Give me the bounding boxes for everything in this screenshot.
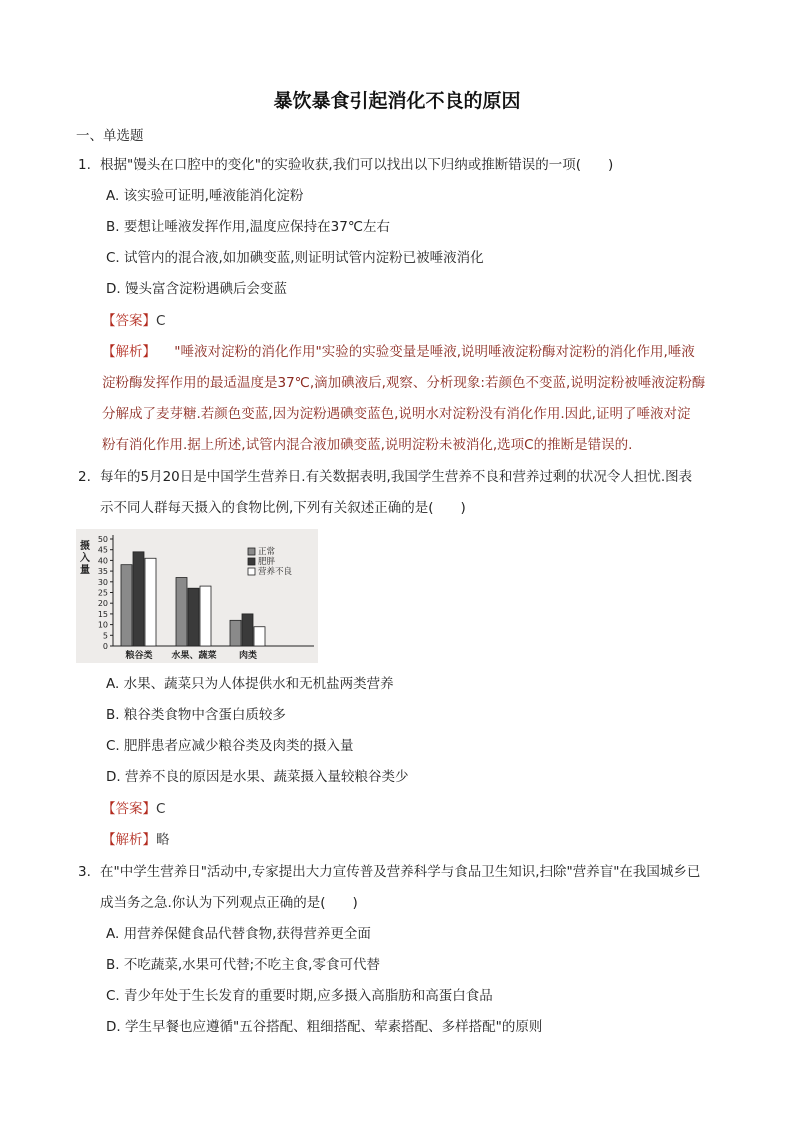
- question-2-option-b: B. 粮谷类食物中含蛋白质较多: [106, 707, 286, 723]
- y-tick-label: 25: [97, 588, 108, 598]
- answer-tag: 【答案】: [102, 801, 156, 817]
- question-2-analysis: [102, 830, 170, 850]
- bar-3-1: [230, 620, 241, 646]
- question-1-analysis-line-4: 粉有消化作用.据上所述,试管内混合液加碘变蓝,说明淀粉未被消化,选项C的推断是错误的.: [102, 437, 633, 453]
- y-tick-label: 40: [97, 556, 108, 566]
- question-1-option-a: A. 该实验可证明,唾液能消化淀粉: [106, 188, 304, 204]
- y-axis-label-char: 摄: [80, 541, 90, 552]
- analysis-text: 略: [156, 832, 170, 848]
- y-tick-label: 0: [102, 642, 108, 651]
- analysis-tag: 【解析】: [102, 832, 156, 848]
- legend-label: 营养不良: [258, 567, 293, 577]
- legend-label: 肥胖: [258, 557, 276, 567]
- question-3-option-a: A. 用营养保健食品代替食物,获得营养更全面: [106, 926, 371, 942]
- question-3-stem-line-1: 在"中学生营养日"活动中,专家提出大力宣传普及营养科学与食品卫生知识,扫除"营养盲"在我国城乡已: [100, 864, 701, 880]
- question-1-analysis-line-2: 淀粉酶发挥作用的最适温度是37℃,滴加碘液后,观察、分析现象:若颜色不变蓝,说明淀粉被唾液淀粉酶: [102, 375, 706, 391]
- y-tick-label: 15: [97, 609, 108, 619]
- y-tick-label: 45: [97, 545, 108, 555]
- bar-2-1: [176, 578, 187, 646]
- question-2-option-a: A. 水果、蔬菜只为人体提供水和无机盐两类营养: [106, 676, 394, 692]
- question-1-option-b: B. 要想让唾液发挥作用,温度应保持在37℃左右: [106, 219, 390, 235]
- question-1-number: 1.: [78, 157, 91, 173]
- x-tick-label: 水果、蔬菜: [171, 651, 217, 661]
- answer-tag: 【答案】: [102, 313, 156, 329]
- question-1-option-c: C. 试管内的混合液,如加碘变蓝,则证明试管内淀粉已被唾液消化: [106, 250, 484, 266]
- x-tick-label: 粮谷类: [125, 651, 153, 661]
- analysis-text: "唾液对淀粉的消化作用"实验的实验变量是唾液,说明唾液淀粉酶对淀粉的消化作用,唾液: [174, 344, 695, 360]
- question-2-option-c: C. 肥胖患者应减少粮谷类及肉类的摄入量: [106, 738, 354, 754]
- bar-chart: [76, 529, 318, 663]
- y-axis-label-char: 入: [80, 553, 90, 564]
- y-tick-label: 10: [97, 620, 108, 630]
- question-3-number: 3.: [78, 864, 91, 880]
- question-3-option-d: D. 学生早餐也应遵循"五谷搭配、粗细搭配、荤素搭配、多样搭配"的原则: [106, 1019, 543, 1035]
- bar-3-3: [254, 627, 265, 646]
- question-1-option-d: D. 馒头富含淀粉遇碘后会变蓝: [106, 281, 287, 297]
- legend-swatch: [248, 548, 255, 555]
- y-tick-label: 50: [97, 535, 108, 544]
- legend-label: 正常: [258, 547, 276, 557]
- answer-value: C: [156, 313, 166, 329]
- question-1-analysis-line-1: [102, 342, 695, 362]
- question-2-stem-line-2: 示不同人群每天摄入的食物比例,下列有关叙述正确的是( ): [100, 500, 466, 516]
- bar-1-2: [133, 552, 144, 646]
- question-3-stem-line-2: 成当务之急.你认为下列观点正确的是( ): [100, 895, 358, 911]
- y-tick-label: 35: [97, 567, 108, 577]
- question-1-analysis-line-3: 分解成了麦芽糖.若颜色变蓝,因为淀粉遇碘变蓝色,说明水对淀粉没有消化作用.因此,证明了唾液对淀: [102, 406, 691, 422]
- y-tick-label: 20: [97, 599, 108, 609]
- bar-2-2: [188, 588, 199, 646]
- bar-2-3: [200, 586, 211, 646]
- bar-1-3: [145, 558, 156, 646]
- page-title: 暴饮暴食引起消化不良的原因: [273, 90, 521, 112]
- y-tick-label: 30: [97, 577, 108, 587]
- question-1-answer: [102, 311, 165, 331]
- section-heading: 一、单选题: [76, 128, 144, 144]
- y-tick-label: 5: [102, 631, 108, 641]
- question-2-answer: [102, 799, 165, 819]
- question-3-option-b: B. 不吃蔬菜,水果可代替;不吃主食,零食可代替: [106, 957, 380, 973]
- analysis-tag: 【解析】: [102, 344, 156, 360]
- legend-swatch: [248, 568, 255, 575]
- bar-3-2: [242, 614, 253, 646]
- y-axis-label-char: 量: [80, 565, 90, 576]
- question-2-option-d: D. 营养不良的原因是水果、蔬菜摄入量较粮谷类少: [106, 769, 409, 785]
- bar-chart-svg: [76, 529, 318, 663]
- bar-1-1: [121, 565, 132, 646]
- question-3-option-c: C. 青少年处于生长发育的重要时期,应多摄入高脂肪和高蛋白食品: [106, 988, 493, 1004]
- question-2-stem-line-1: 每年的5月20日是中国学生营养日.有关数据表明,我国学生营养不良和营养过剩的状况令人担忧.图表: [100, 469, 693, 485]
- legend-swatch: [248, 558, 255, 565]
- answer-value: C: [156, 801, 166, 817]
- x-tick-label: 肉类: [238, 651, 258, 661]
- question-2-number: 2.: [78, 469, 91, 485]
- question-1-stem: 根据"馒头在口腔中的变化"的实验收获,我们可以找出以下归纳或推断错误的一项( ): [100, 157, 614, 173]
